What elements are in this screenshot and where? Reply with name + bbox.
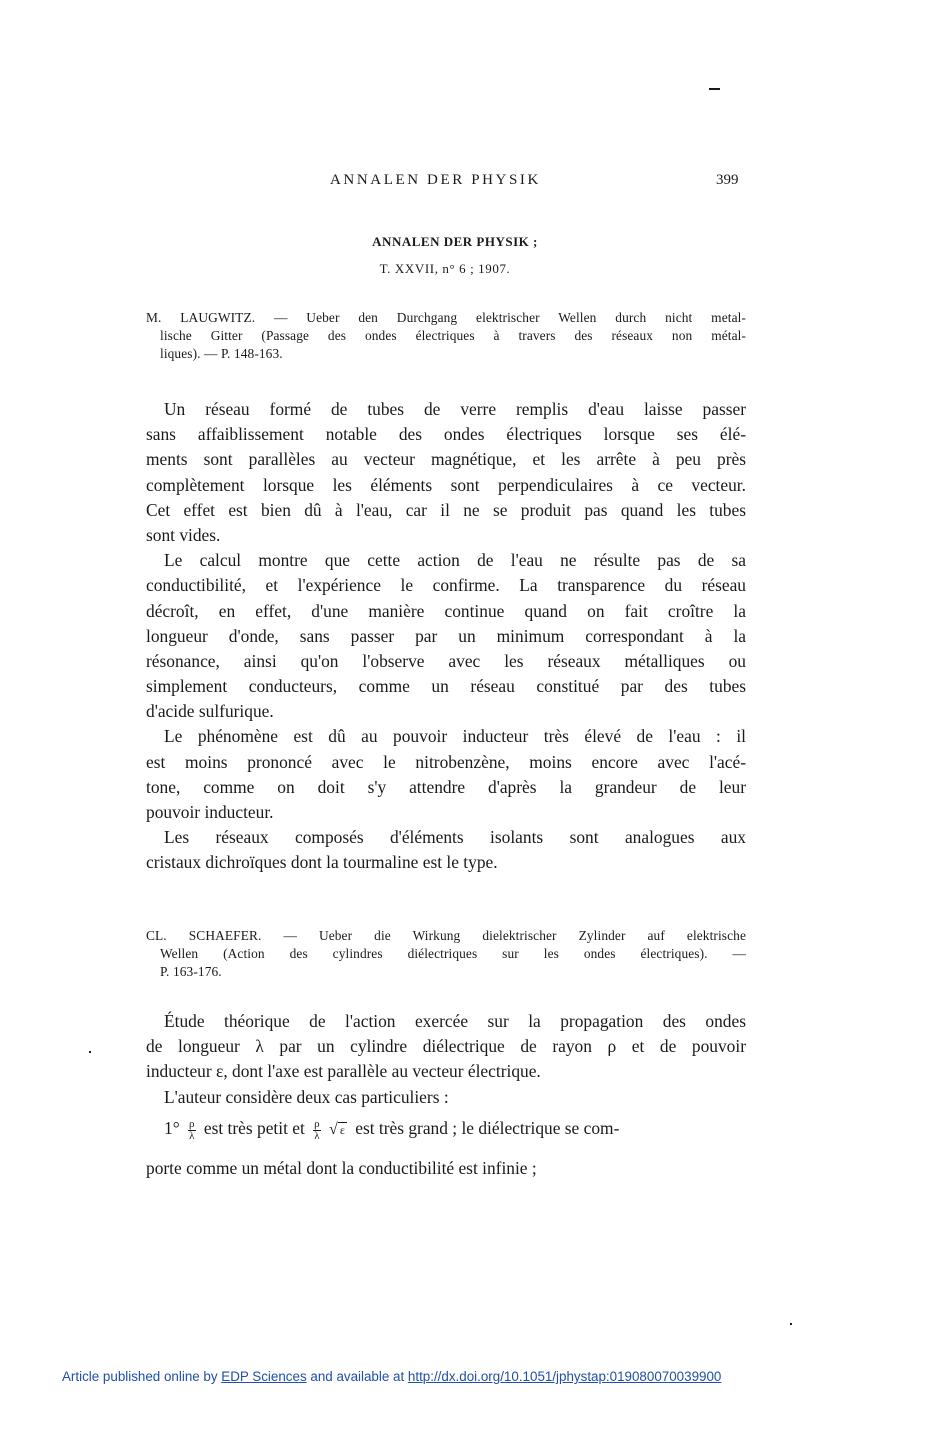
doi-link[interactable]: http://dx.doi.org/10.1051/jphystap:019080070039900 bbox=[407, 1369, 722, 1384]
article-1-reference bbox=[146, 309, 746, 363]
journal-volume: T. XXVII, n° 6 ; 1907. bbox=[379, 261, 511, 276]
reference-line: lische Gitter (Passage des ondes électriques à travers des réseaux non métal- bbox=[160, 328, 746, 343]
article-1-body bbox=[146, 397, 746, 876]
fraction-rho-over-lambda bbox=[188, 1119, 196, 1142]
paragraph-line: résonance, ainsi qu'on l'observe avec les réseaux métalliques ou bbox=[146, 650, 746, 671]
running-title: ANNALEN DER PHYSIK bbox=[330, 172, 541, 188]
paragraph-line: Un réseau formé de tubes de verre remplis d'eau laisse passer bbox=[164, 399, 746, 419]
article-2-reference bbox=[146, 927, 746, 981]
paragraph-line: de longueur λ par un cylindre diélectrique de rayon ρ et de pouvoir bbox=[146, 1036, 746, 1057]
paragraph-line: pouvoir inducteur. bbox=[146, 802, 274, 822]
footer-prefix: Article published online by bbox=[62, 1369, 222, 1384]
article-2-body-continued bbox=[146, 1156, 746, 1181]
scan-mark bbox=[89, 1051, 91, 1053]
formula-prefix: 1° bbox=[164, 1118, 180, 1138]
paragraph-line: Étude théorique de l'action exercée sur la propagation des ondes bbox=[164, 1011, 746, 1031]
publisher-link[interactable]: EDP Sciences bbox=[221, 1369, 307, 1384]
paragraph-line: Les réseaux composés d'éléments isolants sont analogues aux bbox=[164, 827, 746, 848]
paragraph-line: sans affaiblissement notable des ondes électriques lorsque ses élé- bbox=[146, 424, 746, 445]
reference-line: M. LAUGWITZ. — Ueber den Durchgang elektrischer Wellen durch nicht metal- bbox=[146, 310, 746, 325]
square-root bbox=[329, 1121, 347, 1138]
paragraph-line: ments sont parallèles au vecteur magnétique, et les arrête à peu près bbox=[146, 449, 746, 470]
paragraph-line: tone, comme on doit s'y attendre d'après la grandeur de leur bbox=[146, 776, 746, 797]
sqrt-argument: ε bbox=[339, 1123, 345, 1137]
fraction-denominator: λ bbox=[314, 1129, 320, 1142]
paragraph-line: conductibilité, et l'expérience le confirme. La transparence du réseau bbox=[146, 575, 746, 596]
paragraph-line: Le phénomène est dû au pouvoir inducteur très élevé de l'eau : il bbox=[164, 726, 746, 747]
formula-text: est très grand ; le diélectrique se com- bbox=[355, 1118, 620, 1138]
fraction-numerator: ρ bbox=[189, 1117, 195, 1130]
paragraph-line: cristaux dichroïques dont la tourmaline est le type. bbox=[146, 852, 498, 873]
scan-mark bbox=[790, 1323, 792, 1325]
scan-mark bbox=[709, 88, 720, 90]
fraction-denominator: λ bbox=[189, 1129, 195, 1142]
paragraph-line: inducteur ε, dont l'axe est parallèle au vecteur électrique. bbox=[146, 1061, 541, 1082]
paragraph-line: décroît, en effet, d'une manière continue quand on fait croître la bbox=[146, 600, 746, 621]
paragraph-line: longueur d'onde, sans passer par un minimum correspondant à la bbox=[146, 625, 746, 646]
paragraph-line: Le calcul montre que cette action de l'eau ne résulte pas de sa bbox=[164, 550, 746, 571]
paragraph-line: simplement conducteurs, comme un réseau constitué par des tubes bbox=[146, 676, 746, 697]
paragraph-line: sont vides. bbox=[146, 524, 221, 545]
formula-text: est très petit et bbox=[203, 1118, 305, 1138]
page-number: 399 bbox=[716, 172, 739, 188]
formula-line bbox=[146, 1118, 746, 1154]
article-2-body bbox=[146, 1009, 746, 1110]
footer-middle: and available at bbox=[306, 1369, 408, 1384]
paragraph-line: complètement lorsque les éléments sont perpendiculaires à ce vecteur. bbox=[146, 474, 746, 495]
reference-line: Wellen (Action des cylindres diélectriques sur les ondes électriques). — bbox=[160, 946, 746, 961]
fraction-rho-over-lambda bbox=[313, 1119, 321, 1142]
paragraph-line: d'acide sulfurique. bbox=[146, 701, 274, 722]
paragraph-line: porte comme un métal dont la conductibilité est infinie ; bbox=[146, 1158, 537, 1178]
paragraph-line: L'auteur considère deux cas particuliers : bbox=[164, 1086, 449, 1107]
paragraph-line: Cet effet est bien dû à l'eau, car il ne se produit pas quand les tubes bbox=[146, 499, 746, 520]
sqrt-sign: √ bbox=[329, 1121, 338, 1138]
journal-title: ANNALEN DER PHYSIK ; bbox=[372, 234, 538, 249]
reference-line: CL. SCHAEFER. — Ueber die Wirkung dielektrischer Zylinder auf elektrische bbox=[146, 928, 746, 943]
publication-footer bbox=[62, 1369, 721, 1384]
fraction-numerator: ρ bbox=[314, 1117, 320, 1130]
paragraph-line: est moins prononcé avec le nitrobenzène, moins encore avec l'acé- bbox=[146, 751, 746, 772]
running-header bbox=[0, 172, 930, 192]
reference-line: liques). — P. 148-163. bbox=[160, 346, 283, 361]
reference-line: P. 163-176. bbox=[160, 964, 222, 979]
